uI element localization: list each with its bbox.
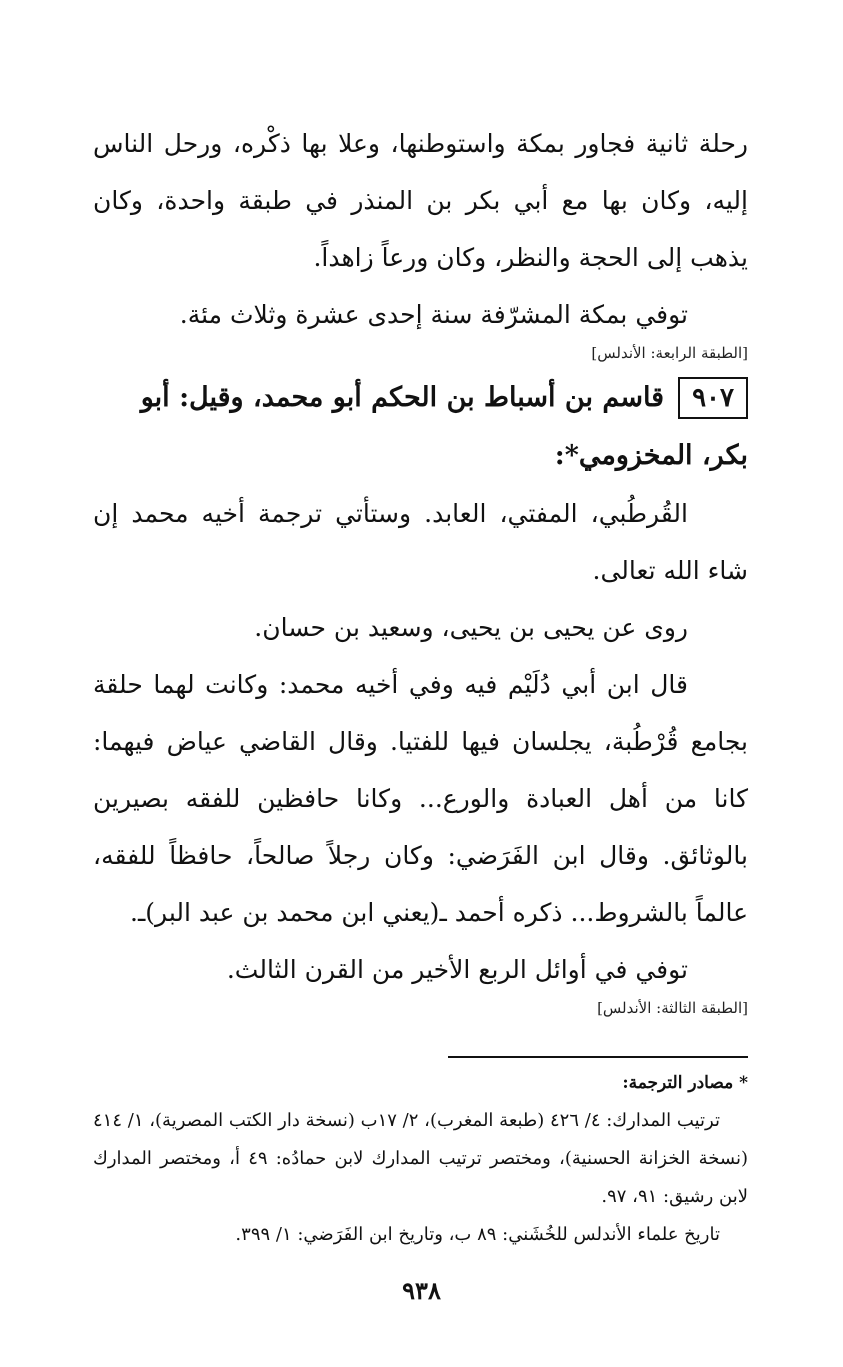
paragraph-description: القُرطُبي، المفتي، العابد. وستأتي ترجمة أخيه محمد إن شاء الله تعالى.	[93, 499, 748, 585]
classification-tag: [الطبقة الثالثة: الأندلس]	[597, 999, 748, 1017]
main-text	[93, 115, 748, 1018]
footnote-source-2: تاريخ علماء الأندلس للخُشَني: ٨٩ ب، وتاريخ ابن الفَرَضي: ١/ ٣٩٩.	[235, 1224, 720, 1245]
footnote-heading: * مصادر الترجمة:	[622, 1073, 748, 1093]
entry-number: ٩٠٧	[678, 377, 748, 419]
classification-tag: [الطبقة الرابعة: الأندلس]	[591, 344, 748, 362]
page-number: ٩٣٨	[402, 1276, 441, 1305]
entry-title: قاسم بن أسباط بن الحكم أبو محمد، وقيل: أبو بكر، المخزومي*:	[140, 382, 748, 471]
paragraph-death: توفي في أوائل الربع الأخير من القرن الثالث.	[226, 955, 688, 984]
paragraph-continuation: رحلة ثانية فجاور بمكة واستوطنها، وعلا بها ذكْره، ورحل الناس إليه، وكان بها مع أبي بكر بن المنذر في طبقة واحدة، وكان يذهب إلى الحجة والنظر، وكان ورعاً زاهداً.	[93, 129, 748, 272]
paragraph-narration: روى عن يحيى بن يحيى، وسعيد بن حسان.	[254, 613, 688, 642]
paragraph-quotes: قال ابن أبي دُلَيْم فيه وفي أخيه محمد: وكانت لهما حلقة بجامع قُرْطُبة، يجلسان فيها للفتيا. وقال القاضي عياض فيهما: كانا من أهل العبادة والورع... وكانا حافظين للفقه بصيرين بالوثائق. وقال ابن الفَرَضي: وكان رجلاً صالحاً، حافظاً للفقه، عالماً بالشروط... ذكره أحمد ـ(يعني ابن محمد بن عبد البر)ـ.	[93, 670, 748, 927]
footnotes	[93, 1064, 748, 1254]
paragraph-death-date: توفي بمكة المشرّفة سنة إحدى عشرة وثلاث مئة.	[179, 300, 688, 329]
footnote-source-1: ترتيب المدارك: ٤/ ٤٢٦ (طبعة المغرب)، ٢/ ١٧ب (نسخة دار الكتب المصرية)، ١/ ٤١٤ (نسخة الخزانة الحسنية)، ومختصر ترتيب المدارك لابن حمادُه: ٤٩ أ، ومختصر المدارك لابن رشيق: ٩١، ٩٧.	[93, 1110, 748, 1207]
entry-heading	[93, 369, 748, 485]
footnote-divider	[448, 1056, 748, 1058]
